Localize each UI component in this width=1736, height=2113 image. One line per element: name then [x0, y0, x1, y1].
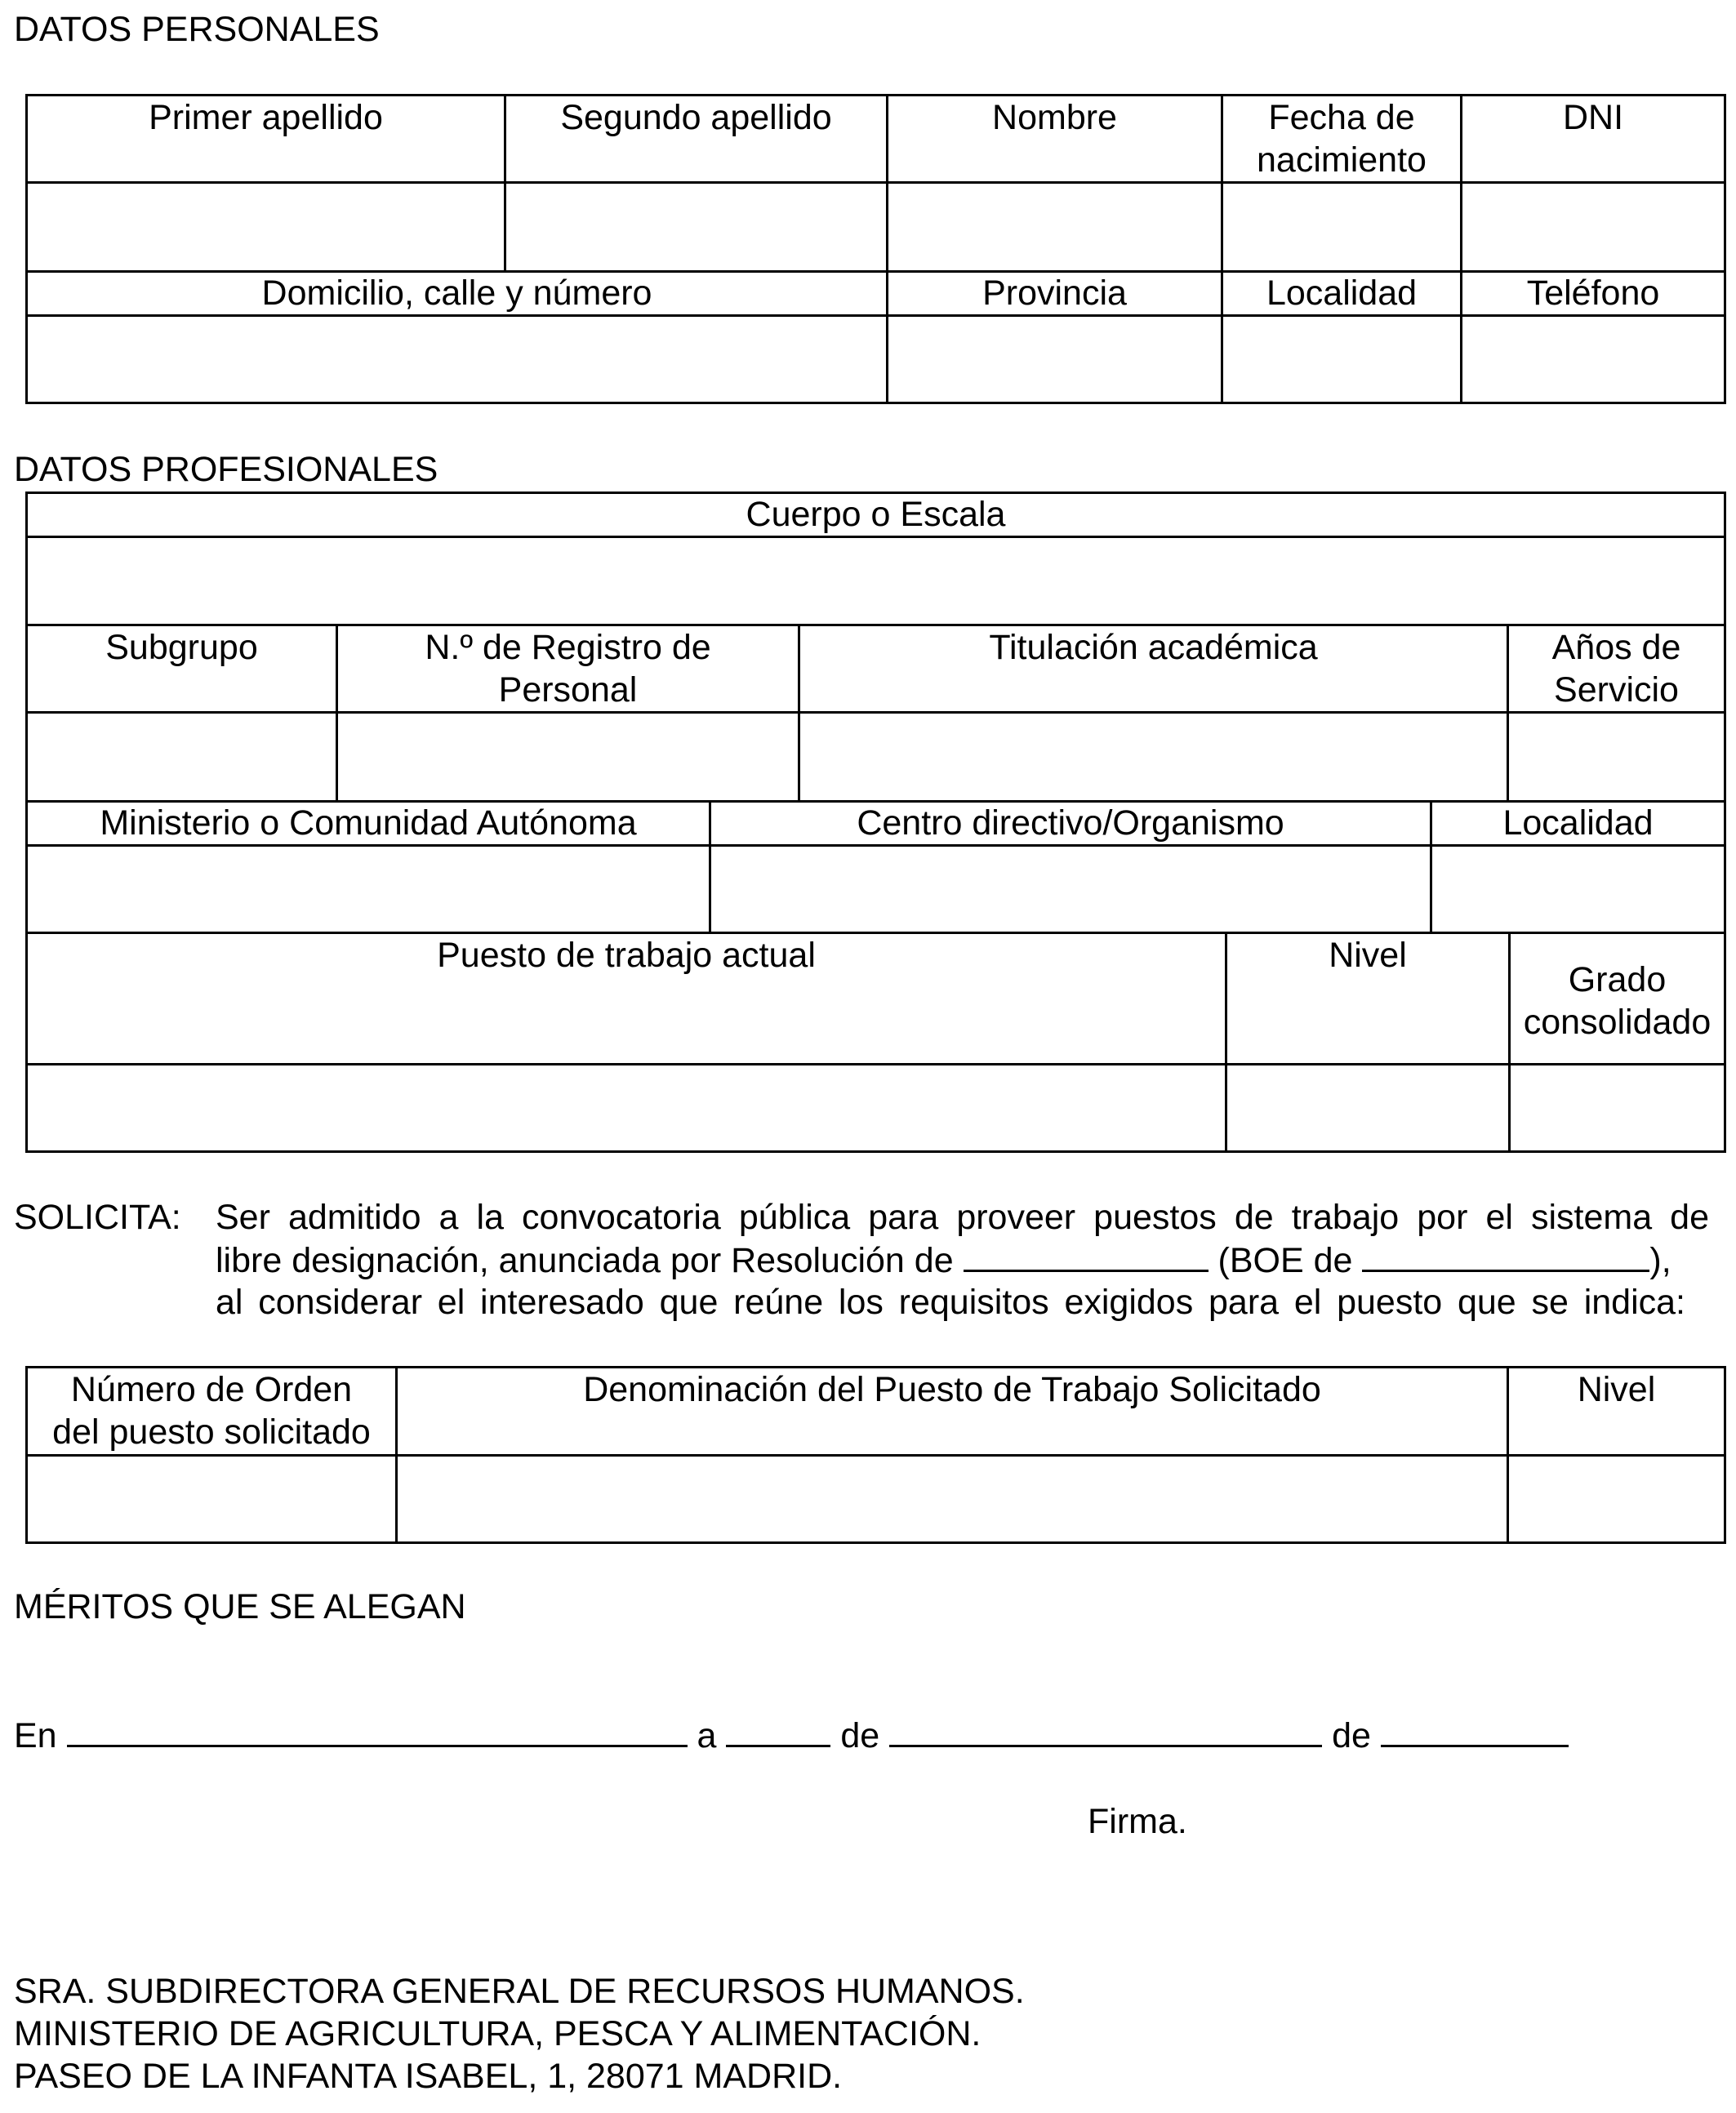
- grado-consolidado-field[interactable]: [1511, 1065, 1724, 1150]
- nombre-field[interactable]: [888, 184, 1221, 270]
- dni-field[interactable]: [1462, 184, 1724, 270]
- day-blank[interactable]: [726, 1714, 830, 1747]
- header-ministerio: Ministerio o Comunidad Autónoma: [100, 803, 637, 843]
- header-primer-apellido: Primer apellido: [149, 98, 383, 137]
- header-numero-orden: Número de Orden del puesto solicitado: [52, 1370, 371, 1452]
- registro-personal-field[interactable]: [338, 714, 798, 800]
- localidad-field[interactable]: [1223, 317, 1460, 402]
- nivel-solicitado-field[interactable]: [1509, 1457, 1724, 1541]
- segundo-apellido-field[interactable]: [506, 184, 886, 270]
- section-title-personal: DATOS PERSONALES: [14, 10, 380, 49]
- place-blank[interactable]: [67, 1714, 688, 1747]
- telefono-field[interactable]: [1462, 317, 1724, 402]
- cuerpo-escala-field[interactable]: [28, 538, 1724, 624]
- header-nivel-solicitado: Nivel: [1577, 1370, 1656, 1409]
- subgrupo-field[interactable]: [28, 714, 336, 800]
- address-line-1: SRA. SUBDIRECTORA GENERAL DE RECURSOS HUMANOS.: [14, 1972, 1025, 2011]
- solicita-line-2: libre designación, anunciada por Resolución de (BOE de ),: [216, 1239, 1671, 1282]
- year-blank[interactable]: [1381, 1714, 1569, 1747]
- resolucion-date-blank[interactable]: [964, 1239, 1209, 1272]
- header-localidad: Localidad: [1266, 274, 1418, 313]
- header-dni: DNI: [1562, 98, 1624, 137]
- header-registro-personal: N.º de Registro de Personal: [425, 628, 711, 710]
- centro-directivo-field[interactable]: [711, 847, 1430, 932]
- fecha-nacimiento-field[interactable]: [1223, 184, 1460, 270]
- solicita-line-3: al considerar el interesado que reúne los requisitos exigidos para el puesto que se indica:: [216, 1283, 1685, 1322]
- header-puesto-actual: Puesto de trabajo actual: [437, 936, 816, 975]
- boe-date-blank[interactable]: [1362, 1239, 1649, 1272]
- solicita-line-1: Ser admitido a la convocatoria pública para proveer puestos de trabajo por el sistema de: [216, 1198, 1709, 1237]
- table-border: [25, 1541, 1726, 1544]
- solicita-label: SOLICITA:: [14, 1198, 181, 1237]
- header-grado-consolidado: Grado consolidado: [1523, 960, 1712, 1042]
- nivel-actual-field[interactable]: [1227, 1065, 1508, 1150]
- header-segundo-apellido: Segundo apellido: [560, 98, 832, 137]
- localidad-trabajo-field[interactable]: [1432, 847, 1724, 932]
- table-border: [25, 402, 1726, 404]
- table-border: [25, 1150, 1726, 1153]
- puesto-actual-field[interactable]: [28, 1065, 1225, 1150]
- address-line-2: MINISTERIO DE AGRICULTURA, PESCA Y ALIMENTACIÓN.: [14, 2014, 982, 2053]
- primer-apellido-field[interactable]: [28, 184, 504, 270]
- anos-servicio-field[interactable]: [1509, 714, 1724, 800]
- meritos-field[interactable]: [14, 1630, 1724, 1695]
- header-centro-directivo: Centro directivo/Organismo: [857, 803, 1284, 843]
- table-border: [1724, 1366, 1726, 1544]
- domicilio-field[interactable]: [28, 317, 886, 402]
- header-titulacion: Titulación académica: [989, 628, 1318, 667]
- signature-label: Firma.: [1088, 1802, 1187, 1841]
- header-subgrupo: Subgrupo: [105, 628, 258, 667]
- header-cuerpo-escala: Cuerpo o Escala: [746, 495, 1006, 534]
- section-title-meritos: MÉRITOS QUE SE ALEGAN: [14, 1587, 466, 1626]
- section-title-professional: DATOS PROFESIONALES: [14, 450, 438, 489]
- provincia-field[interactable]: [888, 317, 1221, 402]
- address-line-3: PASEO DE LA INFANTA ISABEL, 1, 28071 MADRID.: [14, 2057, 843, 2096]
- header-provincia: Provincia: [982, 274, 1127, 313]
- table-border: [1724, 492, 1726, 1153]
- signature-area[interactable]: [980, 1845, 1388, 1943]
- header-anos-servicio: Años de Servicio: [1551, 628, 1681, 710]
- numero-orden-field[interactable]: [28, 1457, 395, 1541]
- header-nombre: Nombre: [992, 98, 1117, 137]
- table-border: [1724, 94, 1726, 404]
- header-domicilio: Domicilio, calle y número: [261, 274, 652, 313]
- month-blank[interactable]: [889, 1714, 1322, 1747]
- titulacion-field[interactable]: [800, 714, 1507, 800]
- header-localidad-trabajo: Localidad: [1502, 803, 1654, 843]
- denominacion-field[interactable]: [398, 1457, 1507, 1541]
- header-denominacion: Denominación del Puesto de Trabajo Solicitado: [583, 1370, 1321, 1409]
- header-nivel-actual: Nivel: [1329, 936, 1407, 975]
- header-telefono: Teléfono: [1526, 274, 1660, 313]
- header-fecha-nacimiento: Fecha de nacimiento: [1257, 98, 1427, 180]
- ministerio-field[interactable]: [28, 847, 709, 932]
- date-place-line: En a de de: [14, 1714, 1569, 1757]
